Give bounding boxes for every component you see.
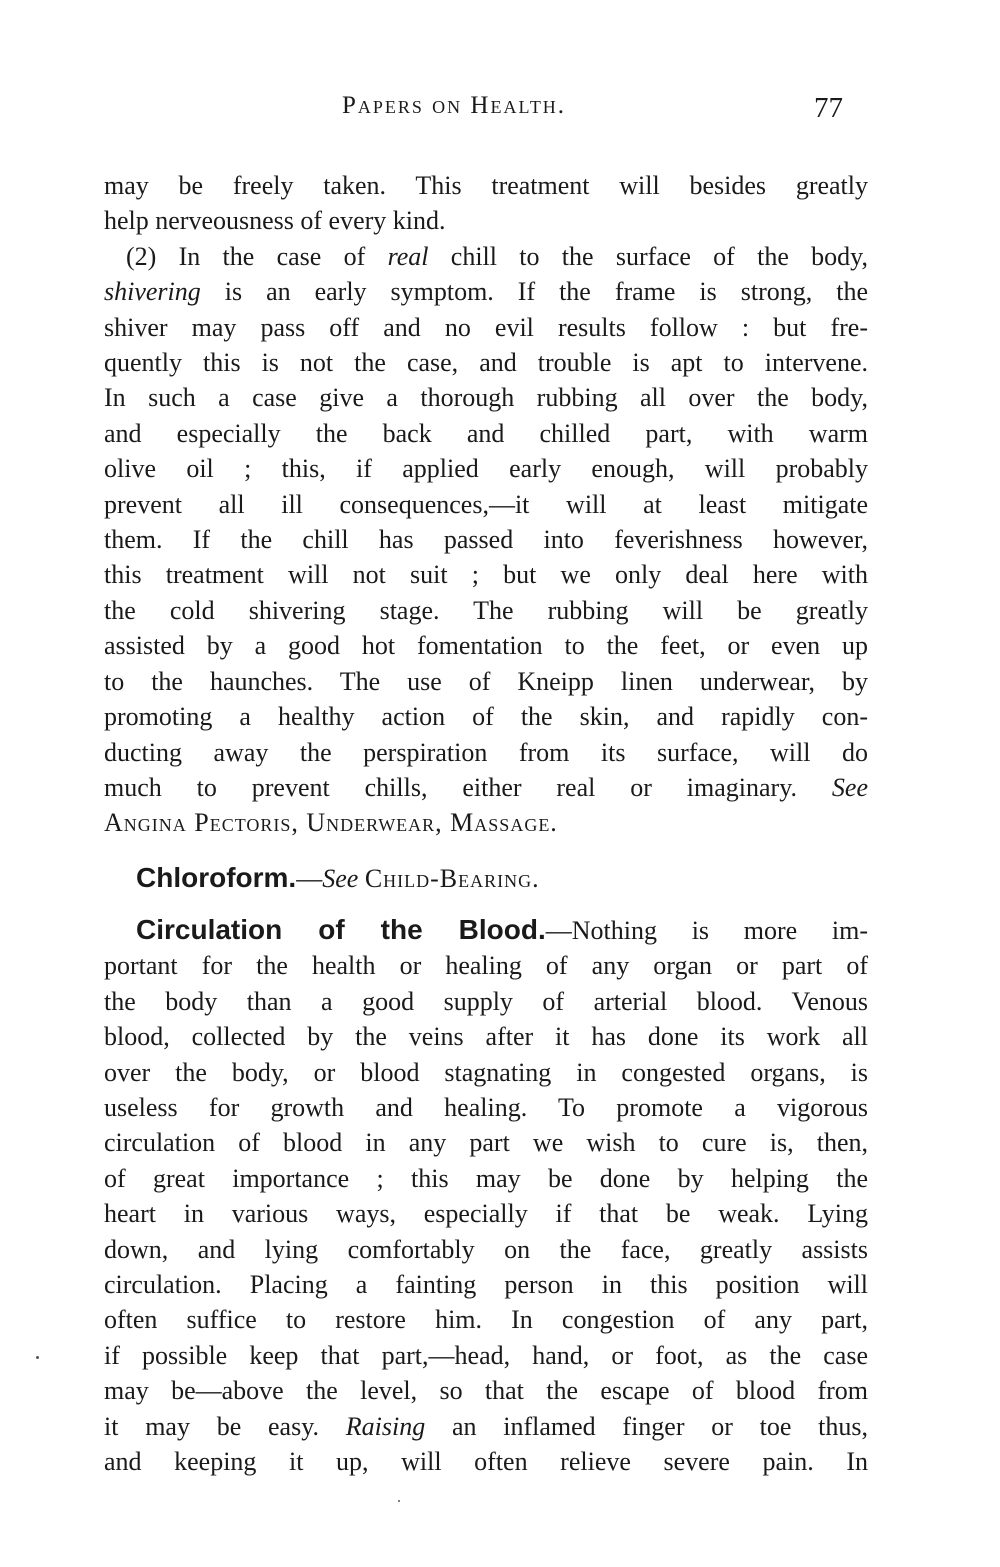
text-run: an inflamed finger or toe thus, (425, 1411, 869, 1441)
entry-heading-chloroform: Chloroform. (136, 862, 297, 893)
text-line: may be—above the level, so that the escape of blood from (104, 1376, 868, 1406)
text-run: is an early symptom. If the frame is strong, the (200, 277, 868, 307)
paper-speck (36, 1356, 39, 1359)
text-line: quently this is not the case, and trouble is apt to intervene. (104, 348, 868, 378)
see-reference-word: See (831, 772, 868, 802)
italic-run: shivering (104, 277, 201, 307)
text-run: —Nothing is more im- (545, 916, 868, 945)
text-line: if possible keep that part,—head, hand, or foot, as the case (104, 1340, 868, 1370)
text-line: In such a case give a thorough rubbing all over the body, (104, 383, 868, 413)
italic-run: real (387, 241, 429, 271)
text-line: the body than a good supply of arterial blood. Venous (104, 986, 868, 1016)
cross-reference: Child-Bearing. (364, 864, 540, 893)
text-line: ducting away the perspiration from its surface, will do (104, 737, 868, 767)
text-line: of great importance ; this may be done by helping the (104, 1163, 868, 1193)
text-line: shiver may pass off and no evil results follow : but fre- (104, 312, 868, 342)
text-run: chill to the surface of the body, (428, 241, 868, 271)
text-line: the cold shivering stage. The rubbing will be greatly (104, 595, 868, 625)
chill-entry-continuation (104, 168, 868, 841)
text-line: assisted by a good hot fomentation to the feet, or even up (104, 631, 868, 661)
text-line: useless for growth and healing. To promote a vigorous (104, 1093, 868, 1123)
text-line: and keeping it up, will often relieve severe pain. In (104, 1447, 868, 1477)
running-head-title: Papers on Health. (342, 92, 567, 119)
text-line (104, 274, 868, 309)
text-line (104, 1409, 868, 1444)
text-line: olive oil ; this, if applied early enough, will probably (104, 454, 868, 484)
text-line: to the haunches. The use of Kneipp linen underwear, by (104, 666, 868, 696)
text-line: over the body, or blood stagnating in congested organs, is (104, 1057, 868, 1087)
text-line (104, 770, 868, 805)
text-line: and especially the back and chilled part, with warm (104, 418, 868, 448)
running-head (0, 92, 1000, 132)
chloroform-entry (104, 860, 868, 896)
page-number: 77 (814, 92, 843, 124)
cross-reference-line: Angina Pectoris, Underwear, Massage. (104, 808, 558, 838)
paper-speck (398, 1500, 400, 1502)
text-line: them. If the chill has passed into feverishness however, (104, 525, 868, 555)
text-line: prevent all ill consequences,—it will at least mitigate (104, 489, 868, 519)
text-run: it may be easy. (104, 1411, 346, 1441)
text-line: help nerveousness of every kind. (104, 206, 446, 236)
text-line: heart in various ways, especially if that be weak. Lying (104, 1199, 868, 1229)
text-line (104, 860, 868, 896)
text-line (104, 912, 868, 948)
text-line (104, 239, 868, 274)
text-line: this treatment will not suit ; but we only deal here with (104, 560, 868, 590)
text-line: circulation. Placing a fainting person in this position will (104, 1270, 868, 1300)
text-run: much to prevent chills, either real or imaginary. (104, 772, 798, 802)
text-run: — (296, 864, 323, 893)
text-line: circulation of blood in any part we wish to cure is, then, (104, 1128, 868, 1158)
text-line: often suffice to restore him. In congestion of any part, (104, 1305, 868, 1335)
text-line: promoting a healthy action of the skin, and rapidly con- (104, 702, 868, 732)
text-run: (2) In the case of (126, 241, 388, 271)
text-line: blood, collected by the veins after it has done its work all (104, 1022, 868, 1052)
italic-run: Raising (345, 1411, 426, 1441)
text-line: portant for the health or healing of any organ or part of (104, 951, 868, 981)
text-line: down, and lying comfortably on the face, greatly assists (104, 1234, 868, 1264)
see-reference-word: See (322, 864, 359, 893)
circulation-entry (104, 912, 868, 1480)
entry-heading-circulation: Circulation of the Blood. (136, 914, 546, 945)
text-line: may be freely taken. This treatment will besides greatly (104, 171, 868, 200)
